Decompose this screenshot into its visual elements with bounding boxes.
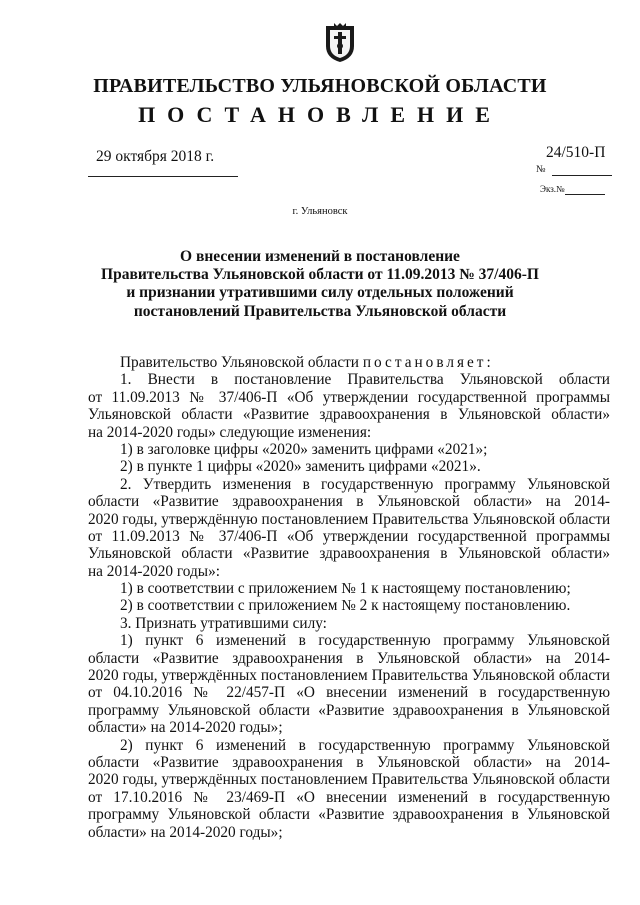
body-line: 2020 годы, утверждённых постановлением Правительства Ульяновской области <box>88 771 610 789</box>
number-underline <box>552 175 612 176</box>
copy-number-underline <box>565 194 605 195</box>
copy-number-label: Экз.№ <box>540 184 565 194</box>
date-underline <box>88 176 238 177</box>
body-line: от 11.09.2013 № 37/406-П «Об утверждении государственной программы <box>88 388 610 406</box>
body-line: программу Ульяновской области «Развитие здравоохранения в Ульяновской <box>88 806 610 824</box>
preamble <box>88 354 610 371</box>
body-line: на 2014-2020 годы»: <box>88 562 220 580</box>
body-line: области» на 2014-2020 годы»; <box>88 719 283 737</box>
body-line: Ульяновской области «Развитие здравоохранения в Ульяновской области» <box>88 406 610 424</box>
government-title: ПРАВИТЕЛЬСТВО УЛЬЯНОВСКОЙ ОБЛАСТИ <box>93 75 547 97</box>
coat-of-arms-icon <box>323 22 357 64</box>
body-line: от 17.10.2016 № 23/469-П «О внесении изменений в государственную <box>88 788 610 806</box>
body-line: 2. Утвердить изменения в государственную программу Ульяновской <box>120 475 610 493</box>
document-number: 24/510-П <box>546 144 606 161</box>
resolution-title <box>0 248 640 321</box>
body-line: 2) в соответствии с приложением № 2 к настоящему постановлению. <box>120 597 571 615</box>
title-line: О внесении изменений в постановление <box>180 248 460 265</box>
title-line: и признании утратившими силу отдельных положений <box>126 284 514 302</box>
number-sign: № <box>536 164 546 175</box>
body-line: на 2014-2020 годы» следующие изменения: <box>88 423 372 441</box>
body-line: области «Развитие здравоохранения в Ульяновской области» на 2014- <box>88 649 610 667</box>
body-line: от 04.10.2016 № 22/457-П «О внесении изменений в государственную <box>88 684 610 702</box>
body-line: Ульяновской области «Развитие здравоохранения в Ульяновской области» <box>88 545 610 563</box>
body-line: программу Ульяновской области «Развитие здравоохранения в Ульяновской <box>88 701 610 719</box>
body-line: 2020 годы, утверждённую постановлением Правительства Ульяновской области <box>88 510 611 528</box>
body-line: области «Развитие здравоохранения в Ульяновской области» на 2014- <box>88 493 610 511</box>
body-line: области» на 2014-2020 годы»; <box>88 823 283 841</box>
body-line: 3. Признать утратившими силу: <box>120 614 327 632</box>
body-line: 1) в соответствии с приложением № 1 к настоящему постановлению; <box>120 580 571 598</box>
document-date: 29 октября 2018 г. <box>96 148 215 165</box>
body-line: 1) пункт 6 изменений в государственную программу Ульяновской <box>120 632 610 650</box>
preamble-verb: постановляет: <box>362 354 494 371</box>
body-line: 1) в заголовке цифры «2020» заменить цифрами «2021»; <box>120 440 488 458</box>
preamble-text: Правительство Ульяновской области <box>120 354 359 371</box>
city: г. Ульяновск <box>292 206 348 217</box>
title-line: постановлений Правительства Ульяновской области <box>133 302 507 320</box>
body-line: от 11.09.2013 № 37/406-П «Об утверждении государственной программы <box>88 527 610 545</box>
body-line: области «Развитие здравоохранения в Ульяновской области» на 2014- <box>88 753 610 771</box>
body-line: 2020 годы, утверждённых постановлением Правительства Ульяновской области <box>88 667 610 685</box>
body-line: 1. Внести в постановление Правительства Ульяновской области <box>120 371 610 389</box>
body-line: 2) пункт 6 изменений в государственную программу Ульяновской <box>120 736 610 754</box>
title-line: Правительства Ульяновской области от 11.09.2013 № 37/406-П <box>101 266 539 284</box>
body-line: 2) в пункте 1 цифры «2020» заменить цифрами «2021». <box>120 458 481 476</box>
document-type: ПОСТАНОВЛЕНИЕ <box>138 102 502 127</box>
resolution-body <box>88 354 610 841</box>
